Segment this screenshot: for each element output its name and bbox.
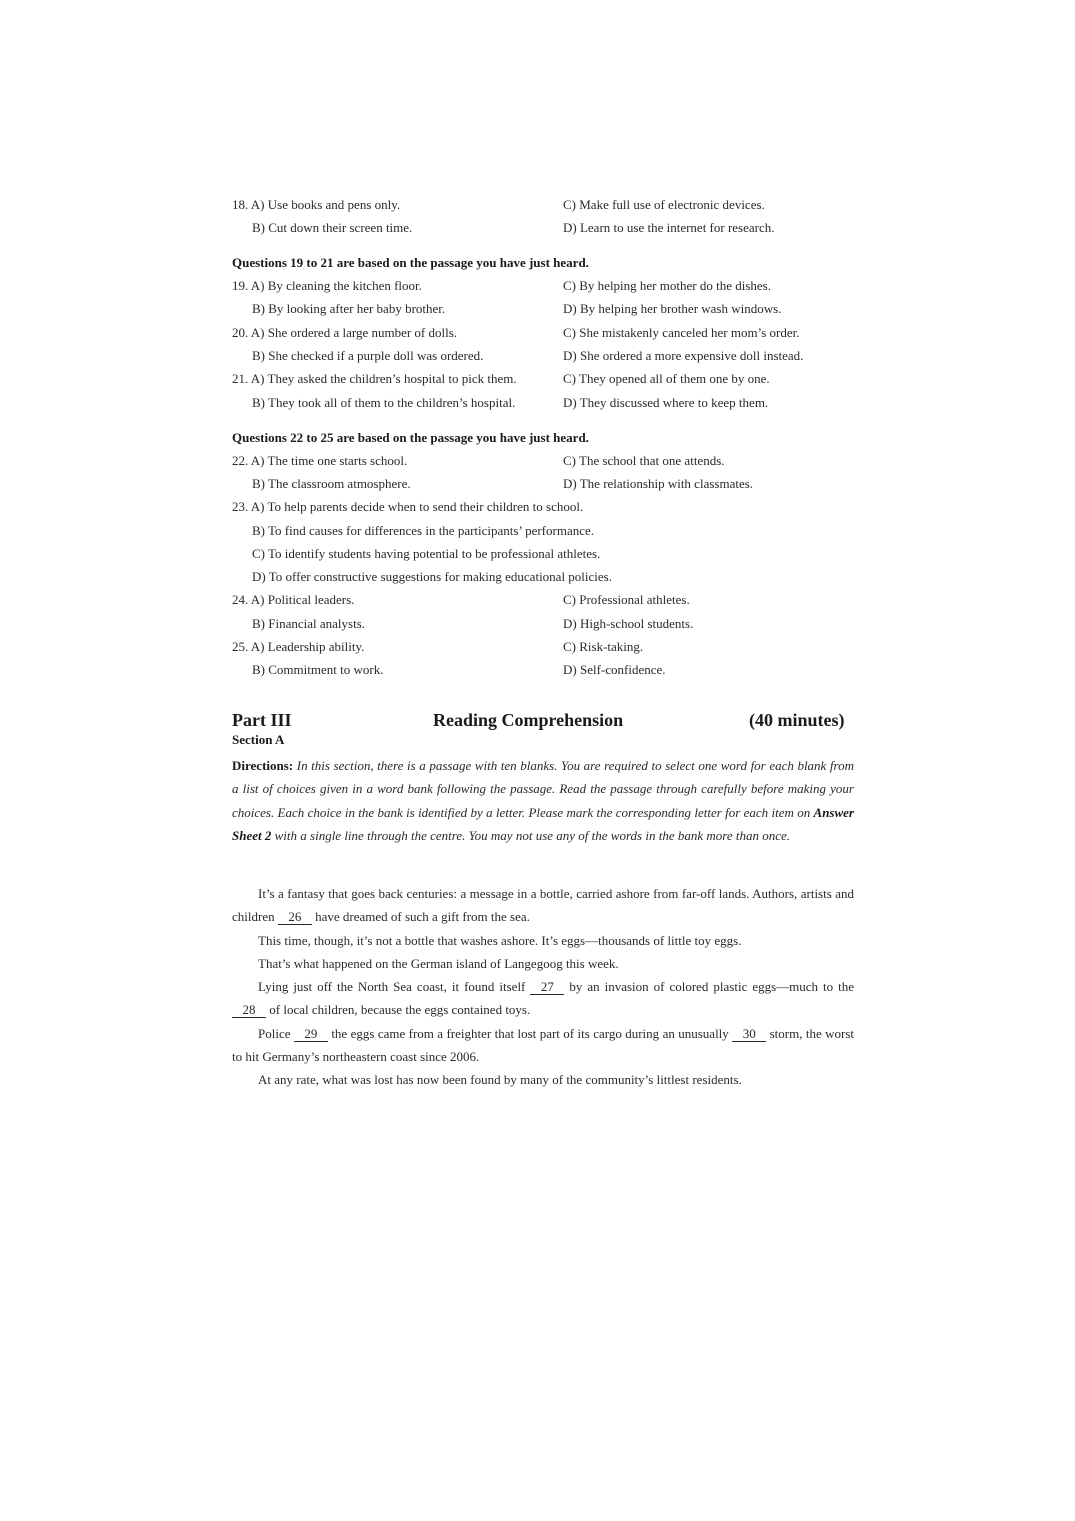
q23-option-b: B) To find causes for differences in the participants’ performance. — [252, 523, 595, 538]
q20-option-d: D) She ordered a more expensive doll instead. — [563, 348, 804, 363]
directions-label: Directions: — [232, 758, 294, 773]
blank-30: 30 — [732, 1027, 766, 1042]
q23-option-a: 23. A) To help parents decide when to send their children to school. — [232, 499, 584, 514]
q22-option-b: B) The classroom atmosphere. — [252, 476, 411, 491]
passage-text: storm, the worst to hit Germany’s northeastern coast since 2006. — [232, 1025, 855, 1065]
section-label: Section A — [232, 732, 285, 747]
q19-option-c: C) By helping her mother do the dishes. — [563, 278, 771, 293]
passage-paragraph — [232, 929, 854, 952]
q19-option-d: D) By helping her brother wash windows. — [563, 301, 782, 316]
q20-option-a: 20. A) She ordered a large number of dolls. — [232, 325, 458, 340]
q25-option-d: D) Self-confidence. — [563, 662, 666, 677]
q21-option-d: D) They discussed where to keep them. — [563, 395, 769, 410]
passage-text: Lying just off the North Sea coast, it found itself — [258, 979, 526, 995]
passage-text: Police — [258, 1025, 291, 1041]
part-label: Part III — [232, 710, 292, 730]
blank-29: 29 — [294, 1027, 328, 1042]
passage-text: have dreamed of such a gift from the sea. — [315, 909, 530, 925]
passage-text: It’s a fantasy that goes back centuries: a message in a bottle, carried ashore from far-off lands. Authors, artists and children — [232, 886, 854, 925]
q24-option-b: B) Financial analysts. — [252, 616, 366, 631]
q22-option-c: C) The school that one attends. — [563, 453, 725, 468]
q21-option-a: 21. A) They asked the children’s hospital to pick them. — [232, 371, 517, 386]
q18-option-b: B) Cut down their screen time. — [252, 220, 413, 235]
q25-option-b: B) Commitment to work. — [252, 662, 384, 677]
q21-option-c: C) They opened all of them one by one. — [563, 371, 770, 386]
passage-text: This time, though, it’s not a bottle that washes ashore. It’s eggs—thousands of little toy eggs. — [258, 932, 742, 948]
q20-option-c: C) She mistakenly canceled her mom’s order. — [563, 325, 800, 340]
questions-19-21-heading: Questions 19 to 21 are based on the passage you have just heard. — [232, 255, 589, 270]
part-title: Reading Comprehension — [433, 710, 624, 730]
q21-option-b: B) They took all of them to the children’s hospital. — [252, 395, 516, 410]
blank-27: 27 — [530, 980, 564, 995]
q18-option-c: C) Make full use of electronic devices. — [563, 197, 765, 212]
q18-option-a: 18. A) Use books and pens only. — [232, 197, 401, 212]
q25-option-c: C) Risk-taking. — [563, 639, 644, 654]
passage-text: the eggs came from a freighter that lost part of its cargo during an unusually — [331, 1025, 729, 1041]
passage-paragraph — [232, 1022, 854, 1069]
blank-26: 26 — [278, 910, 312, 925]
q24-option-c: C) Professional athletes. — [563, 592, 690, 607]
q19-option-a: 19. A) By cleaning the kitchen floor. — [232, 278, 422, 293]
blank-28: 28 — [232, 1003, 266, 1018]
q18-option-d: D) Learn to use the internet for research. — [563, 220, 775, 235]
directions-text: In this section, there is a passage with ten blanks. You are required to select one word for each blank from a list of choices given in a word bank following the passage. Read the passage through carefully before making your choices. Each choice in the bank is identified by a letter. Please mark the corresponding letter for each item on — [232, 758, 854, 820]
q23-option-d: D) To offer constructive suggestions for making educational policies. — [252, 569, 612, 584]
passage-text: At any rate, what was lost has now been found by many of the community’s littlest residents. — [258, 1072, 742, 1088]
q19-option-b: B) By looking after her baby brother. — [252, 301, 446, 316]
q24-option-d: D) High-school students. — [563, 616, 694, 631]
questions-22-25-heading: Questions 22 to 25 are based on the passage you have just heard. — [232, 430, 589, 445]
passage-paragraph — [232, 975, 854, 1022]
directions — [232, 754, 854, 847]
q25-option-a: 25. A) Leadership ability. — [232, 639, 365, 654]
directions-text-end: with a single line through the centre. You may not use any of the words in the bank more than once. — [274, 827, 790, 843]
reading-passage — [232, 882, 854, 1092]
q22-option-d: D) The relationship with classmates. — [563, 476, 754, 491]
part-time-limit: (40 minutes) — [749, 710, 845, 730]
answer-sheet-reference: Answer Sheet 2 — [232, 804, 854, 843]
passage-paragraph — [232, 1068, 854, 1091]
q23-option-c: C) To identify students having potential to be professional athletes. — [252, 546, 601, 561]
passage-paragraph — [232, 882, 854, 929]
passage-text: That’s what happened on the German island of Langegoog this week. — [258, 955, 619, 971]
passage-text: by an invasion of colored plastic eggs—much to the — [569, 979, 854, 995]
q20-option-b: B) She checked if a purple doll was ordered. — [252, 348, 484, 363]
q22-option-a: 22. A) The time one starts school. — [232, 453, 408, 468]
passage-paragraph — [232, 952, 854, 975]
q24-option-a: 24. A) Political leaders. — [232, 592, 355, 607]
passage-text: of local children, because the eggs contained toys. — [269, 1002, 531, 1018]
